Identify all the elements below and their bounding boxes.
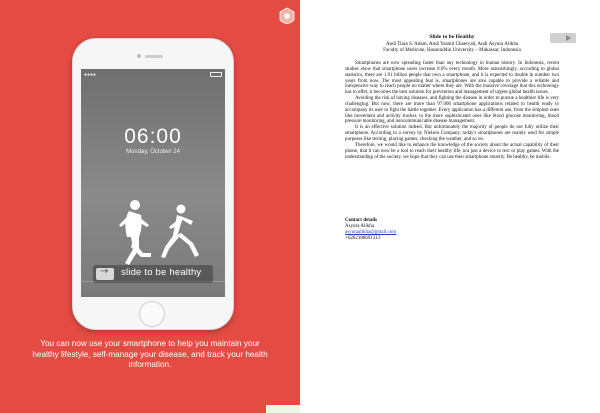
contact-name: Asyura Alikha (345, 224, 375, 229)
author-names: Andi Tiara S. Adam, Andi Yasmil Chaeryah, Andi Asyura Alikha (385, 41, 519, 47)
slide-label: slide to be healthy (121, 267, 202, 278)
contact-phone: +6282188691313 (345, 236, 381, 241)
paragraph: Smartphones are now spreading faster than any technology in human history. In Indonesia, recent studies show that smartphone users increase 8.0% every month. More astonishingly, according to global statistics, there are 1.91 billion people that own a smartphone, and it is expected to double in number two years from now. The most appealing feat is, smartphones are also capable to provide a reliable and inexpensive way to reach people no matter where they are. With the massive coverage that this technology has to offer, it becomes the best solution for prevention and management of urgent global health issues. (345, 61, 559, 96)
university-logo-icon (276, 6, 298, 28)
paper-body (345, 61, 559, 160)
phone-speaker (145, 55, 163, 58)
paragraph: It is an effective solution indeed. But unfortunately the majority of people do not fully utilize their smartphone. According to a survey by Nielsen Company, today's smartphones are mainly used for simple purposes like texting, playing games, checking the weather, and so on. (345, 125, 559, 142)
lock-screen (81, 69, 225, 297)
phone-camera (137, 54, 141, 58)
lock-date: Monday, October 24 (126, 149, 180, 155)
slide-to-unlock-bar[interactable] (93, 265, 213, 283)
contact-heading: Contact details (345, 218, 378, 223)
battery-icon (210, 72, 222, 77)
status-bar (84, 72, 222, 80)
paper-title: Slide to be Healthy (429, 34, 475, 40)
runners-silhouette-icon (109, 191, 205, 275)
author-affiliation: Faculty of Medicine, Hasanuddin University – Makassar, Indonesia (383, 47, 521, 53)
signal-icon: ●●●● (84, 72, 97, 78)
home-button (139, 301, 165, 327)
paragraph: Therefore, we would like to enhance the knowledge of the society about the actual capability of their phone, that it can now be a tool to reach their healthy life, not just a device to text or play games. With the understanding of the society, we hope that they can use their smartphone smartly. Be healthy, be mobile. (345, 142, 559, 160)
smartphone-illustration (72, 38, 234, 330)
arrow-right-icon[interactable] (96, 268, 114, 280)
footer-strip (266, 405, 300, 413)
paragraph: Avoiding the risk of having diseases, and fighting the disease in order to pursue a healthier life is very challenging. But now, there are more than 97.000 smartphone applications related to health ready to accompany its user to fight the battle together. Every application has a different use, from the simplest ones like movement and activity tracker, to the more sophisticated ones like blood glucose monitoring, blood pressure monitoring, and noncommunicable disease management. (345, 96, 559, 125)
contact-details (345, 218, 559, 242)
contact-email-link[interactable]: asyuraalikha@gmail.com (345, 230, 397, 235)
paper-authors-block (345, 41, 559, 53)
poster-caption: You can now use your smartphone to help you maintain your healthy lifestyle, self-manage your disease, and track your health information. (32, 339, 268, 369)
lock-time: 06:00 (124, 125, 182, 148)
